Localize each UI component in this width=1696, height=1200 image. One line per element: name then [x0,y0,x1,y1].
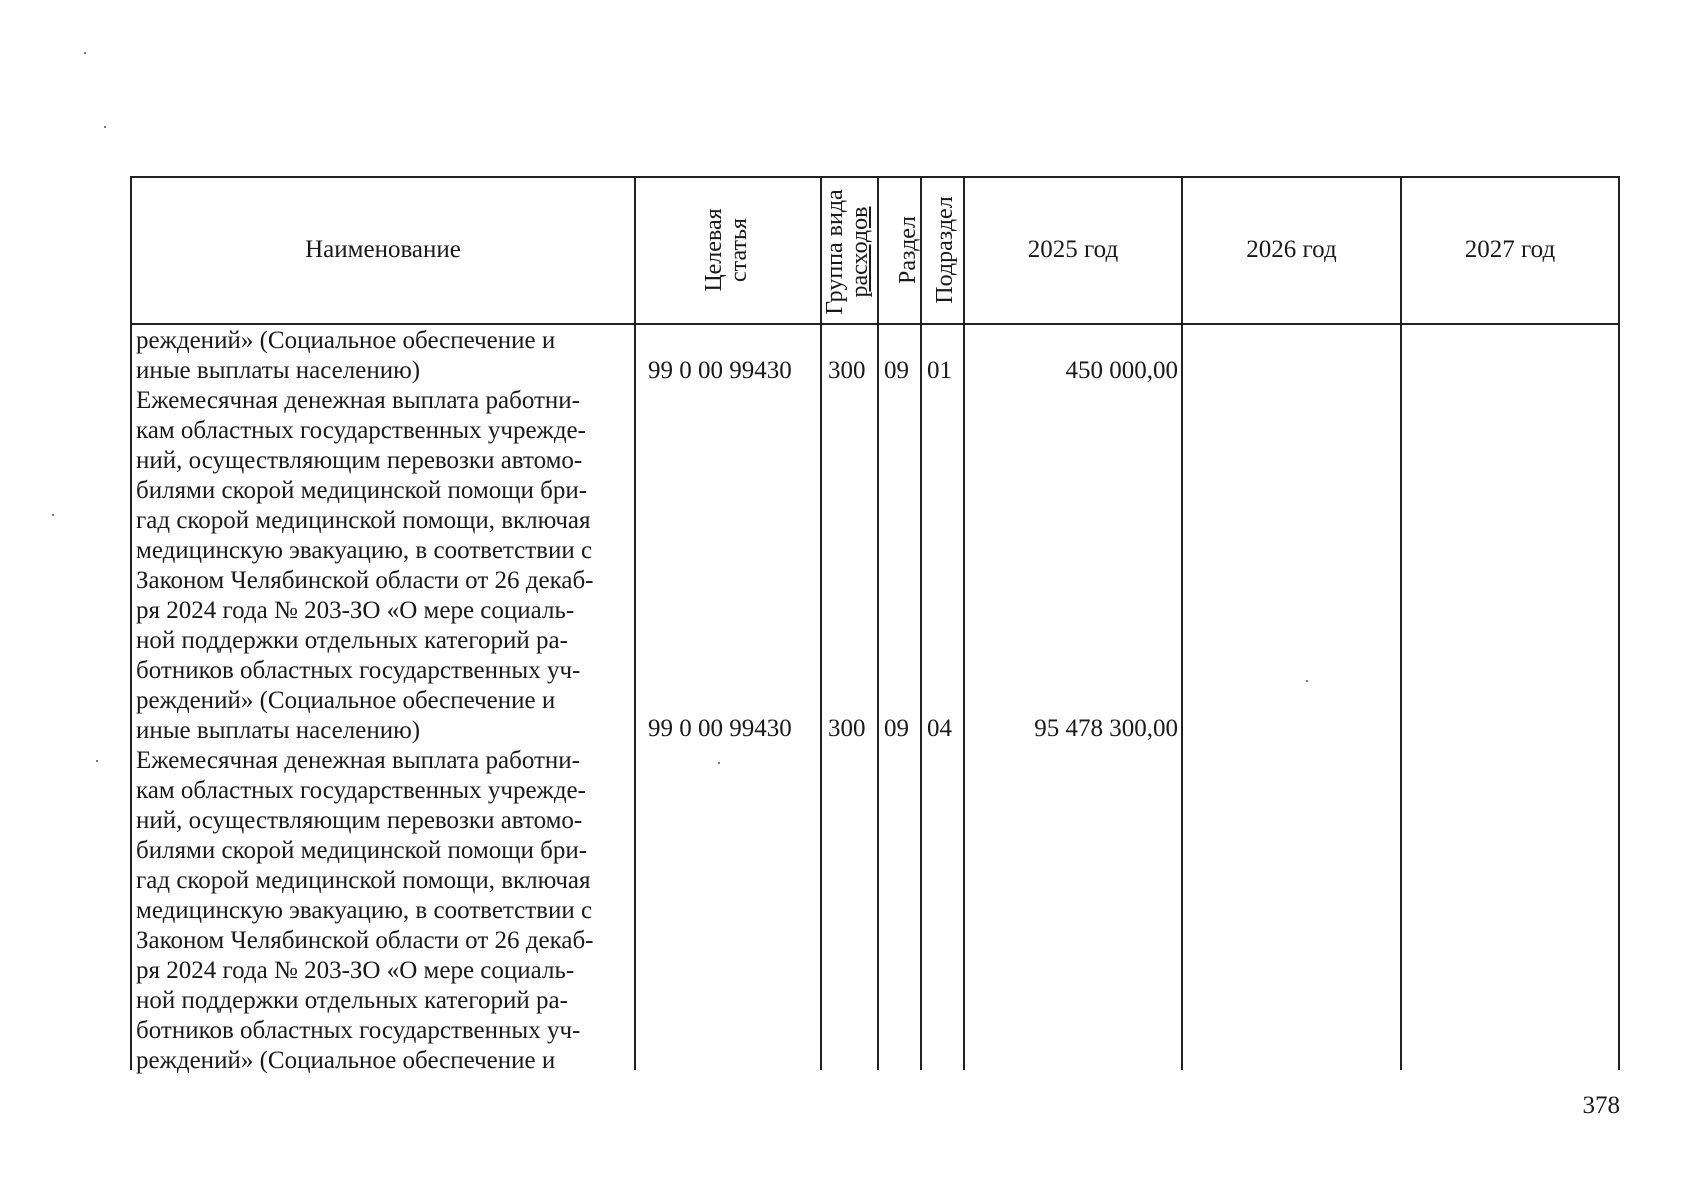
text-line: ря 2024 года № 203-ЗО «О мере социаль- [136,597,575,624]
text-line: кам областных государственных учрежде- [136,777,586,804]
text-line: реждений» (Социальное обеспечение и [136,1047,556,1074]
page-number: 378 [1582,1092,1620,1119]
text-line: ботников областных государственных уч- [136,657,581,684]
text-line: медицинскую эвакуацию, в соответствии с [136,537,593,564]
header-target-article-line1: Целевая [701,208,727,292]
text-line: билями скорой медицинской помощи бри- [136,837,588,864]
text-line: гад скорой медицинской помощи, включая [136,507,591,534]
header-section-label: Раздел [895,216,921,284]
header-2025-label: 2025 год [1027,236,1119,263]
text-line: Законом Челябинской области от 26 декаб- [136,567,594,594]
target-article-cell: 99 0 00 99430 [648,357,792,384]
header-2027-label: 2027 год [1464,236,1556,263]
text-line: Ежемесячная денежная выплата работни- [136,387,581,414]
header-section [896,200,922,300]
text-line: ний, осуществляющим перевозки автомо- [136,447,583,474]
header-expense-group [823,183,875,321]
text-line: ной поддержки отдельных категорий ра- [136,987,568,1014]
section-cell: 09 [884,715,909,742]
text-line: гад скорой медицинской помощи, включая [136,867,591,894]
amount-2025-cell: 95 478 300,00 [1034,715,1178,742]
amount-2025-cell: 450 000,00 [1065,357,1178,384]
column-divider [877,176,879,1070]
header-name [132,176,634,324]
text-line: кам областных государственных учрежде- [136,417,586,444]
scan-speck [718,762,720,764]
table-right-border [1618,176,1620,1070]
scan-speck [1306,680,1308,682]
name-column-text [136,326,630,1076]
header-expense-group-line2: расходов [847,206,873,298]
header-2026-label: 2026 год [1246,236,1337,263]
text-line: иные выплаты населению) [136,357,421,384]
header-2025 [965,176,1181,324]
subsection-cell: 01 [927,357,952,384]
column-divider [920,176,922,1070]
header-2027 [1402,176,1618,324]
scan-speck [96,760,98,762]
text-line: билями скорой медицинской помощи бри- [136,477,588,504]
header-expense-group-line1: Группа вида [822,189,848,315]
header-target-article [702,190,752,310]
text-line: ний, осуществляющим перевозки автомо- [136,807,583,834]
text-line: ботников областных государственных уч- [136,1017,581,1044]
text-line: иные выплаты населению) [136,717,421,744]
text-line: ной поддержки отдельных категорий ра- [136,627,568,654]
text-line: реждений» (Социальное обеспечение и [136,327,556,354]
text-line: медицинскую эвакуацию, в соответствии с [136,897,593,924]
expense-group-cell: 300 [828,357,866,384]
subsection-cell: 04 [927,715,952,742]
scan-speck [52,514,54,516]
text-line: Законом Челябинской области от 26 декаб- [136,927,594,954]
header-subsection-label: Подраздел [932,196,958,304]
scan-speck [84,52,86,54]
text-line: ря 2024 года № 203-ЗО «О мере социаль- [136,957,575,984]
header-name-label: Наименование [305,236,461,263]
scan-speck [104,126,106,128]
text-line: реждений» (Социальное обеспечение и [136,687,556,714]
section-cell: 09 [884,357,909,384]
text-line: Ежемесячная денежная выплата работни- [136,747,581,774]
header-subsection [933,190,959,310]
header-target-article-line2: статья [726,218,752,282]
header-2026 [1183,176,1400,324]
column-divider [634,176,636,1070]
target-article-cell: 99 0 00 99430 [648,715,792,742]
expense-group-cell: 300 [828,715,866,742]
